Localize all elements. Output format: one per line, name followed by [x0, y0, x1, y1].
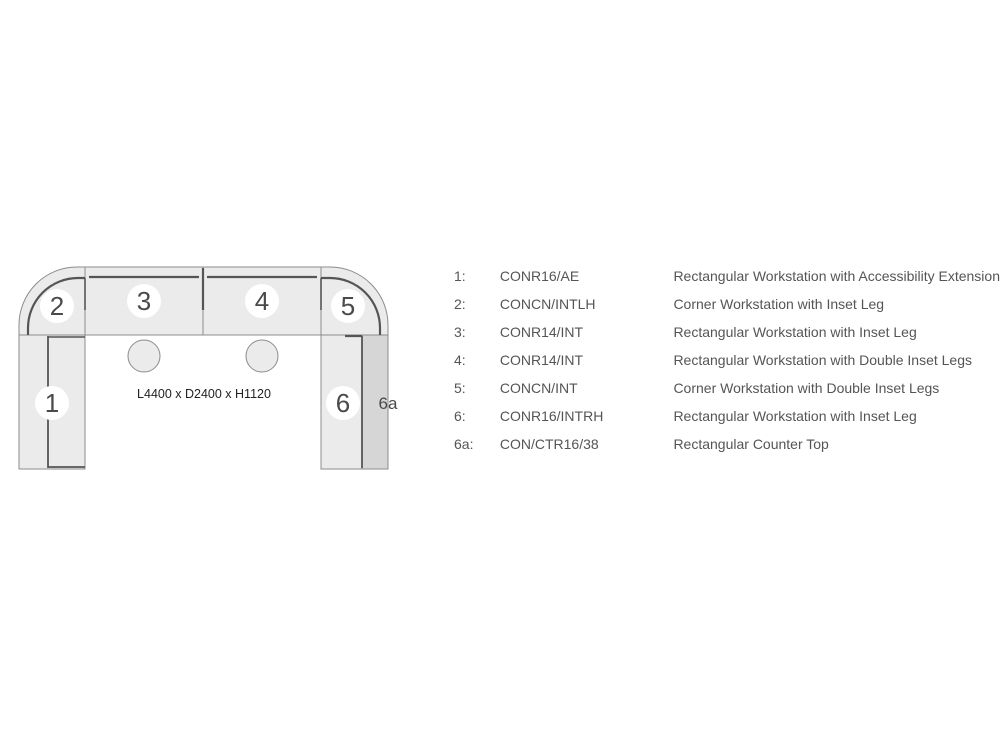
label-5: 5: [340, 291, 356, 321]
legend-row: [454, 262, 1000, 290]
label-6a: 6a: [378, 394, 398, 413]
legend-description: Rectangular Workstation with Inset Leg: [673, 408, 917, 424]
legend-product-code: CONR16/INTRH: [499, 408, 604, 424]
legend-row: [454, 402, 1000, 430]
legend-row: [454, 318, 1000, 346]
floor-plan-diagram: [0, 0, 420, 500]
label-3: 3: [136, 286, 152, 316]
component-legend: [454, 262, 1000, 458]
legend-description: Rectangular Workstation with Double Inset Legs: [673, 352, 973, 368]
label-2: 2: [49, 291, 65, 321]
legend-number: 4:: [454, 352, 466, 368]
legend-description: Rectangular Counter Top: [673, 436, 829, 452]
legend-product-code: CONR14/INT: [499, 352, 584, 368]
chair-left: [128, 340, 160, 372]
legend-number: 6:: [454, 408, 466, 424]
legend-row: [454, 290, 1000, 318]
legend-number: 5:: [454, 380, 466, 396]
legend-product-code: CONCN/INT: [499, 380, 578, 396]
label-6: 6: [335, 388, 351, 418]
legend-number: 2:: [454, 296, 466, 312]
legend-number: 3:: [454, 324, 466, 340]
legend-number: 1:: [454, 268, 466, 284]
legend-row: [454, 430, 1000, 458]
chair-right: [246, 340, 278, 372]
legend-row: [454, 346, 1000, 374]
legend-product-code: CONR14/INT: [499, 324, 584, 340]
legend-product-code: CONR16/AE: [499, 268, 580, 284]
legend-row: [454, 374, 1000, 402]
legend-description: Corner Workstation with Double Inset Legs: [673, 380, 940, 396]
legend-product-code: CONCN/INTLH: [499, 296, 596, 312]
label-4: 4: [254, 286, 270, 316]
label-1: 1: [44, 388, 60, 418]
legend-description: Corner Workstation with Inset Leg: [673, 296, 885, 312]
legend-product-code: CON/CTR16/38: [499, 436, 599, 452]
overall-dimensions: L4400 x D2400 x H1120: [137, 387, 271, 401]
legend-description: Rectangular Workstation with Accessibility Extension: [673, 268, 1000, 284]
legend-number: 6a:: [454, 436, 474, 452]
legend-description: Rectangular Workstation with Inset Leg: [673, 324, 917, 340]
